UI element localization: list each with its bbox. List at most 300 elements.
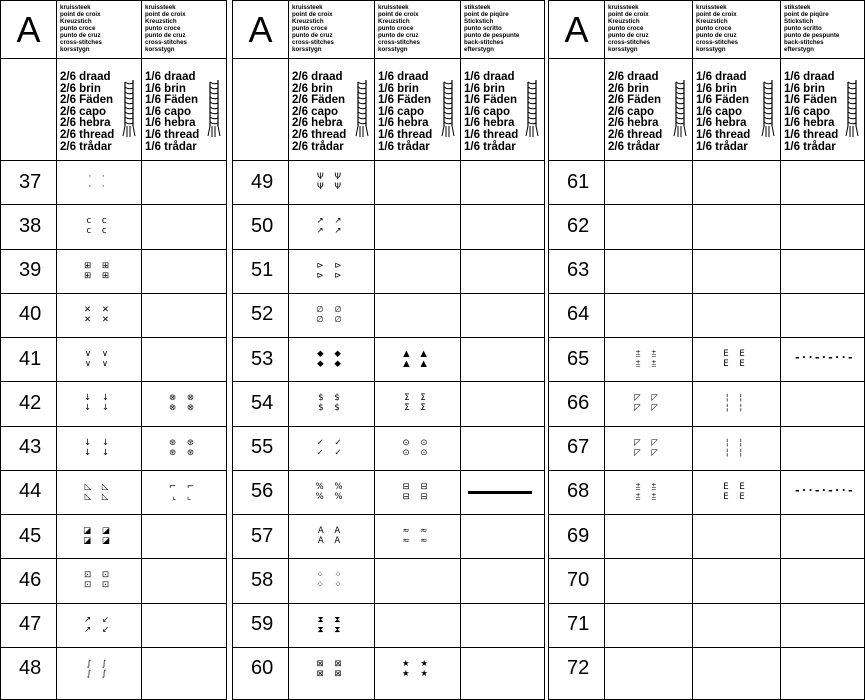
thread-line: 1/6 capo bbox=[145, 105, 192, 118]
thread-strand-icon bbox=[524, 80, 540, 138]
stitch-symbol: ✕ ✕ bbox=[84, 304, 113, 315]
symbol-cell bbox=[288, 470, 374, 514]
row-number: 57 bbox=[251, 524, 274, 547]
label-line: efterstygn bbox=[784, 46, 814, 53]
thread-line: 1/6 brin bbox=[145, 82, 186, 95]
stitch-symbol: ✕ ✕ bbox=[84, 314, 113, 325]
thread-line: 1/6 Fäden bbox=[464, 94, 518, 107]
label-line: kruissteek bbox=[608, 4, 639, 11]
thread-line: 1/6 Fäden bbox=[145, 94, 199, 107]
thread-line: 2/6 hebra bbox=[608, 117, 659, 130]
symbol-cell bbox=[460, 160, 544, 204]
dashed-backstitch-line: -··-·-··- bbox=[794, 483, 854, 497]
thread-line: 1/6 trådar bbox=[696, 140, 748, 153]
stitch-symbol: ◆ ◆ bbox=[317, 349, 345, 360]
symbol-cell bbox=[56, 337, 141, 381]
stitch-symbol: $ $ bbox=[318, 393, 344, 404]
symbol-cell bbox=[288, 160, 374, 204]
label-line: punto de cruz bbox=[378, 32, 419, 39]
thread-strand-icon bbox=[760, 80, 776, 138]
label-line: korsstygn bbox=[292, 46, 322, 53]
row-number: 68 bbox=[567, 480, 590, 503]
thread-line: 1/6 thread bbox=[378, 128, 433, 141]
symbol-cell bbox=[604, 558, 692, 602]
thread-line: 1/6 thread bbox=[464, 128, 519, 141]
thread-line: 2/6 trådar bbox=[60, 140, 112, 153]
label-line: punto croce bbox=[696, 25, 732, 32]
thread-line: 1/6 hebra bbox=[464, 117, 515, 130]
back-stitch-label bbox=[460, 1, 544, 58]
stitch-symbol: ⊞ ⊞ bbox=[84, 270, 113, 281]
stitch-symbol: ⊳ ⊳ bbox=[316, 260, 346, 271]
thread-line: 1/6 brin bbox=[464, 82, 505, 95]
symbol-cell bbox=[604, 647, 692, 691]
symbol-cell bbox=[692, 337, 780, 381]
symbol-cell bbox=[692, 381, 780, 425]
label-line: cross-stitches bbox=[60, 39, 102, 46]
stitch-symbol: ↓ ↓ bbox=[84, 437, 113, 448]
stitch-symbol: ¦ ¦ bbox=[725, 437, 747, 448]
symbol-cell bbox=[374, 160, 460, 204]
symbol-cell bbox=[56, 293, 141, 337]
symbol-cell bbox=[780, 514, 864, 558]
row-number: 56 bbox=[251, 480, 274, 503]
symbol-cell bbox=[374, 381, 460, 425]
row-number: 72 bbox=[567, 657, 590, 680]
thread-line: 1/6 draad bbox=[145, 71, 196, 83]
symbol-cell bbox=[604, 603, 692, 647]
stitch-symbol: ✓ ✓ bbox=[316, 447, 346, 458]
header-divider bbox=[1, 58, 226, 59]
label-line: point de piqûre bbox=[784, 11, 829, 18]
label-line: punto de cruz bbox=[145, 32, 186, 39]
thread-line: 2/6 Fäden bbox=[608, 94, 662, 107]
stitch-symbol: ¦ ¦ bbox=[725, 447, 747, 458]
label-line: point de croix bbox=[145, 11, 186, 18]
thread-line: 2/6 thread bbox=[292, 128, 347, 141]
stitch-symbol: ✓ ✓ bbox=[316, 437, 346, 448]
symbol-cell bbox=[288, 381, 374, 425]
thread-strand-icon bbox=[672, 80, 688, 138]
label-line: Kreuzstich bbox=[696, 18, 728, 25]
header-letter: A bbox=[564, 8, 589, 50]
row-number: 44 bbox=[19, 480, 42, 503]
symbol-cell bbox=[460, 337, 544, 381]
stitch-symbol: · · bbox=[88, 182, 109, 193]
thread-line: 2/6 trådar bbox=[292, 140, 344, 153]
label-line: Kreuzstich bbox=[378, 18, 410, 25]
label-line: cross-stitches bbox=[608, 39, 650, 46]
row-number: 67 bbox=[567, 436, 590, 459]
symbol-cell bbox=[288, 293, 374, 337]
back-stitch-label bbox=[780, 1, 864, 58]
thread-line: 1/6 brin bbox=[378, 82, 419, 95]
thread-line: 2/6 thread bbox=[60, 128, 115, 141]
label-line: kruissteek bbox=[292, 4, 323, 11]
symbol-cell bbox=[141, 514, 226, 558]
thread-line: 1/6 thread bbox=[696, 128, 751, 141]
stitch-symbol: ⊞ ⊞ bbox=[84, 260, 113, 271]
symbol-cell bbox=[460, 293, 544, 337]
header-letter: A bbox=[248, 8, 273, 50]
symbol-cell bbox=[780, 558, 864, 602]
symbol-cell bbox=[780, 603, 864, 647]
thread-line: 1/6 capo bbox=[696, 105, 743, 118]
symbol-cell bbox=[692, 426, 780, 470]
thread-line: 2/6 trådar bbox=[608, 140, 660, 153]
stitch-symbol: ↗ ↗ bbox=[316, 226, 346, 237]
row-number: 52 bbox=[251, 303, 274, 326]
dashed-backstitch-line: -··-·-··- bbox=[794, 351, 854, 365]
label-line: point de croix bbox=[292, 11, 333, 18]
thread-strand-icon bbox=[206, 80, 222, 138]
solid-backstitch-line bbox=[468, 491, 532, 494]
label-line: Kreuzstich bbox=[608, 18, 640, 25]
row-number: 37 bbox=[19, 170, 42, 193]
thread-line: 2/6 draad bbox=[292, 71, 343, 83]
thread-line: 2/6 thread bbox=[608, 128, 663, 141]
cross-stitch-label bbox=[141, 1, 226, 58]
label-line: back-stitches bbox=[784, 39, 824, 46]
symbol-cell bbox=[374, 249, 460, 293]
symbol-cell bbox=[692, 470, 780, 514]
stitch-symbol: A A bbox=[317, 526, 345, 537]
symbol-cell bbox=[141, 470, 226, 514]
symbol-cell bbox=[141, 381, 226, 425]
symbol-cell bbox=[374, 558, 460, 602]
cross-stitch-label bbox=[604, 1, 692, 58]
stitch-symbol: ⁘ ⁘ bbox=[316, 580, 346, 591]
thread-line: 2/6 draad bbox=[60, 71, 111, 83]
row-number: 41 bbox=[19, 347, 42, 370]
stitch-symbol: ⌐ ⌐ bbox=[169, 481, 198, 492]
thread-line: 1/6 trådar bbox=[464, 140, 516, 153]
cross-stitch-label bbox=[288, 1, 374, 58]
symbol-cell bbox=[288, 647, 374, 691]
thread-line: 1/6 draad bbox=[378, 71, 429, 83]
symbol-cell bbox=[604, 293, 692, 337]
label-line: punto scritto bbox=[784, 25, 822, 32]
symbol-cell bbox=[692, 160, 780, 204]
thread-line: 2/6 Fäden bbox=[60, 94, 114, 107]
symbol-cell bbox=[780, 249, 864, 293]
thread-strand-icon bbox=[354, 80, 370, 138]
label-line: punto croce bbox=[608, 25, 644, 32]
row-number: 65 bbox=[567, 347, 590, 370]
symbol-cell bbox=[780, 204, 864, 248]
label-line: punto croce bbox=[292, 25, 328, 32]
symbol-cell bbox=[374, 426, 460, 470]
stitch-symbol: Σ Σ bbox=[404, 403, 430, 414]
thread-line: 1/6 hebra bbox=[784, 117, 835, 130]
stitch-symbol: ⧗ ⧗ bbox=[317, 614, 345, 625]
stitch-symbol: ▲ ▲ bbox=[403, 359, 431, 370]
stitch-symbol: ◸ ◸ bbox=[634, 437, 662, 448]
symbol-cell bbox=[288, 603, 374, 647]
symbol-cell bbox=[460, 514, 544, 558]
thread-line: 2/6 hebra bbox=[292, 117, 343, 130]
thread-line: 2/6 capo bbox=[292, 105, 339, 118]
label-line: kruissteek bbox=[60, 4, 91, 11]
label-line: point de croix bbox=[608, 11, 649, 18]
stitch-symbol: ↗ ↙ bbox=[84, 624, 113, 635]
row-number: 55 bbox=[251, 436, 274, 459]
stitch-symbol: A A bbox=[317, 536, 345, 547]
symbol-cell bbox=[56, 603, 141, 647]
stitch-symbol: ⊙ ⊙ bbox=[402, 437, 432, 448]
symbol-cell bbox=[56, 249, 141, 293]
label-line: punto de pespunte bbox=[464, 32, 520, 39]
thread-strand-icon bbox=[440, 80, 456, 138]
stitch-symbol: E E bbox=[723, 481, 749, 492]
thread-line: 1/6 hebra bbox=[145, 117, 196, 130]
stitch-symbol: ∅ ∅ bbox=[316, 304, 346, 315]
label-line: punto de cruz bbox=[60, 32, 101, 39]
thread-line: 2/6 Fäden bbox=[292, 94, 346, 107]
stitch-symbol: ⊙ ⊙ bbox=[402, 447, 432, 458]
stitch-symbol: E E bbox=[723, 491, 749, 502]
stitch-symbol: ⩲ ⩲ bbox=[635, 481, 661, 492]
label-line: point de croix bbox=[696, 11, 737, 18]
label-line: punto croce bbox=[378, 25, 414, 32]
stitch-symbol: ◸ ◸ bbox=[634, 403, 662, 414]
symbol-cell bbox=[56, 381, 141, 425]
thread-line: 2/6 capo bbox=[608, 105, 655, 118]
stitch-symbol: ⧗ ⧗ bbox=[317, 624, 345, 635]
stitch-symbol: ⊗ ⊗ bbox=[169, 393, 198, 404]
symbol-cell bbox=[604, 160, 692, 204]
label-line: punto de cruz bbox=[292, 32, 333, 39]
symbol-cell bbox=[604, 381, 692, 425]
thread-line: 1/6 trådar bbox=[378, 140, 430, 153]
stitch-symbol: ◸ ◸ bbox=[634, 447, 662, 458]
thread-line: 2/6 hebra bbox=[60, 117, 111, 130]
symbol-cell bbox=[374, 337, 460, 381]
row-number: 40 bbox=[19, 303, 42, 326]
thread-line: 1/6 Fäden bbox=[696, 94, 750, 107]
symbol-cell bbox=[460, 204, 544, 248]
stitch-symbol: ⊳ ⊳ bbox=[316, 270, 346, 281]
symbol-cell bbox=[780, 293, 864, 337]
row-number: 60 bbox=[251, 657, 274, 680]
thread-line: 2/6 brin bbox=[608, 82, 649, 95]
stitch-symbol: ◪ ◪ bbox=[83, 526, 114, 537]
row-number: 58 bbox=[251, 568, 274, 591]
label-line: point de piqûre bbox=[464, 11, 509, 18]
symbol-cell bbox=[780, 160, 864, 204]
stitch-symbol: ⊠ ⊠ bbox=[316, 658, 346, 669]
symbol-cell bbox=[374, 603, 460, 647]
stitch-symbol: ≈ ≈ bbox=[402, 526, 432, 537]
thread-line: 1/6 thread bbox=[145, 128, 200, 141]
label-line: efterstygn bbox=[464, 46, 494, 53]
label-line: Kreuzstich bbox=[145, 18, 177, 25]
symbol-cell bbox=[141, 204, 226, 248]
row-number: 53 bbox=[251, 347, 274, 370]
symbol-cell bbox=[56, 514, 141, 558]
symbol-table-3 bbox=[548, 0, 865, 700]
stitch-symbol: c c bbox=[86, 216, 111, 227]
symbol-cell bbox=[141, 647, 226, 691]
label-line: korsstygn bbox=[696, 46, 726, 53]
symbol-cell bbox=[460, 647, 544, 691]
stitch-symbol: ⊗ ⊗ bbox=[169, 403, 198, 414]
label-line: punto croce bbox=[60, 25, 96, 32]
symbol-cell bbox=[141, 249, 226, 293]
thread-line: 2/6 brin bbox=[60, 82, 101, 95]
row-number: 49 bbox=[251, 170, 274, 193]
cross-stitch-label bbox=[56, 1, 141, 58]
symbol-cell bbox=[56, 204, 141, 248]
stitch-symbol: ⊡ ⊡ bbox=[84, 570, 113, 581]
symbol-cell bbox=[460, 558, 544, 602]
symbol-cell bbox=[288, 558, 374, 602]
symbol-cell bbox=[604, 426, 692, 470]
stitch-symbol: ∨ ∨ bbox=[84, 349, 113, 360]
label-line: korsstygn bbox=[60, 46, 90, 53]
symbol-cell bbox=[604, 470, 692, 514]
stitch-symbol: ◸ ◸ bbox=[634, 393, 662, 404]
symbol-cell bbox=[141, 160, 226, 204]
cross-stitch-label bbox=[374, 1, 460, 58]
label-line: kruissteek bbox=[696, 4, 727, 11]
stitch-symbol: ≈ ≈ bbox=[402, 536, 432, 547]
thread-line: 2/6 capo bbox=[60, 105, 107, 118]
thread-strand-icon bbox=[121, 80, 137, 138]
label-line: point de croix bbox=[378, 11, 419, 18]
stitch-symbol: ⩲ ⩲ bbox=[635, 359, 661, 370]
row-number: 47 bbox=[19, 613, 42, 636]
symbol-cell bbox=[780, 470, 864, 514]
label-line: stiksteek bbox=[784, 4, 811, 11]
symbol-cell bbox=[604, 514, 692, 558]
symbol-cell bbox=[692, 293, 780, 337]
symbol-cell bbox=[692, 514, 780, 558]
label-line: korsstygn bbox=[378, 46, 408, 53]
symbol-table-1 bbox=[0, 0, 227, 700]
symbol-cell bbox=[692, 558, 780, 602]
symbol-cell bbox=[56, 647, 141, 691]
symbol-cell bbox=[56, 558, 141, 602]
symbol-cell bbox=[604, 337, 692, 381]
symbol-table-2 bbox=[232, 0, 545, 700]
symbol-cell bbox=[141, 426, 226, 470]
label-line: cross-stitches bbox=[378, 39, 420, 46]
symbol-cell bbox=[692, 204, 780, 248]
label-line: back-stitches bbox=[464, 39, 504, 46]
symbol-cell bbox=[56, 426, 141, 470]
symbol-cell bbox=[374, 204, 460, 248]
symbol-cell bbox=[692, 603, 780, 647]
symbol-cell bbox=[56, 160, 141, 204]
thread-strand-icon bbox=[844, 80, 860, 138]
symbol-cell bbox=[460, 603, 544, 647]
cross-stitch-label bbox=[692, 1, 780, 58]
stitch-symbol: ▲ ▲ bbox=[403, 349, 431, 360]
symbol-cell bbox=[780, 647, 864, 691]
symbol-cell bbox=[141, 603, 226, 647]
label-line: punto scritto bbox=[464, 25, 502, 32]
label-line: punto de cruz bbox=[608, 32, 649, 39]
symbol-cell bbox=[692, 249, 780, 293]
stitch-symbol: E E bbox=[723, 359, 749, 370]
symbol-cell bbox=[460, 426, 544, 470]
thread-line: 1/6 Fäden bbox=[784, 94, 838, 107]
header-letter: A bbox=[16, 8, 41, 50]
stitch-symbol: ⊠ ⊠ bbox=[316, 668, 346, 679]
stitch-symbol: % % bbox=[315, 481, 347, 492]
stitch-symbol: ★ ★ bbox=[402, 658, 432, 669]
thread-line: 1/6 trådar bbox=[784, 140, 836, 153]
label-line: punto de pespunte bbox=[784, 32, 840, 39]
label-line: Kreuzstich bbox=[60, 18, 92, 25]
stitch-symbol: · · bbox=[88, 172, 109, 183]
thread-line: 1/6 hebra bbox=[378, 117, 429, 130]
symbol-cell bbox=[288, 514, 374, 558]
symbol-cell bbox=[374, 293, 460, 337]
row-number: 71 bbox=[567, 613, 590, 636]
stitch-symbol: c c bbox=[86, 226, 111, 237]
stitch-symbol: ↓ ↓ bbox=[84, 393, 113, 404]
row-number: 64 bbox=[567, 303, 590, 326]
symbol-cell bbox=[288, 337, 374, 381]
symbol-cell bbox=[604, 249, 692, 293]
stitch-symbol: ◺ ◺ bbox=[84, 491, 113, 502]
row-number: 69 bbox=[567, 524, 590, 547]
stitch-symbol: ⊟ ⊟ bbox=[402, 491, 432, 502]
row-number: 66 bbox=[567, 391, 590, 414]
thread-line: 1/6 draad bbox=[696, 71, 747, 83]
row-number: 61 bbox=[567, 170, 590, 193]
stitch-symbol: ⊛ ⊛ bbox=[169, 437, 198, 448]
stitch-symbol: % % bbox=[315, 491, 347, 502]
row-number: 45 bbox=[19, 524, 42, 547]
row-number: 48 bbox=[19, 657, 42, 680]
symbol-cell bbox=[780, 337, 864, 381]
symbol-cell bbox=[374, 647, 460, 691]
stitch-symbol: ↗ ↗ bbox=[316, 216, 346, 227]
row-number: 62 bbox=[567, 214, 590, 237]
stitch-symbol: ↓ ↓ bbox=[84, 403, 113, 414]
label-line: kruissteek bbox=[145, 4, 176, 11]
stitch-symbol: ∫ ∫ bbox=[86, 658, 111, 669]
row-number: 42 bbox=[19, 391, 42, 414]
row-number: 39 bbox=[19, 259, 42, 282]
label-line: kruissteek bbox=[378, 4, 409, 11]
row-number: 43 bbox=[19, 436, 42, 459]
thread-line: 1/6 brin bbox=[784, 82, 825, 95]
thread-line: 1/6 brin bbox=[696, 82, 737, 95]
label-line: punto de cruz bbox=[696, 32, 737, 39]
stitch-symbol: ⊟ ⊟ bbox=[402, 481, 432, 492]
symbol-cell bbox=[460, 470, 544, 514]
label-line: korsstygn bbox=[145, 46, 175, 53]
thread-line: 1/6 Fäden bbox=[378, 94, 432, 107]
thread-line: 2/6 brin bbox=[292, 82, 333, 95]
stitch-symbol: ⩲ ⩲ bbox=[635, 491, 661, 502]
thread-line: 1/6 draad bbox=[784, 71, 835, 83]
header-divider bbox=[233, 58, 544, 59]
stitch-symbol: ◪ ◪ bbox=[83, 536, 114, 547]
label-line: Kreuzstich bbox=[292, 18, 324, 25]
stitch-symbol: Ψ Ψ bbox=[316, 182, 346, 193]
label-line: stiksteek bbox=[464, 4, 491, 11]
symbol-cell bbox=[780, 426, 864, 470]
label-line: punto croce bbox=[145, 25, 181, 32]
stitch-symbol: ◆ ◆ bbox=[317, 359, 345, 370]
row-number: 50 bbox=[251, 214, 274, 237]
label-line: Stickstich bbox=[464, 18, 494, 25]
